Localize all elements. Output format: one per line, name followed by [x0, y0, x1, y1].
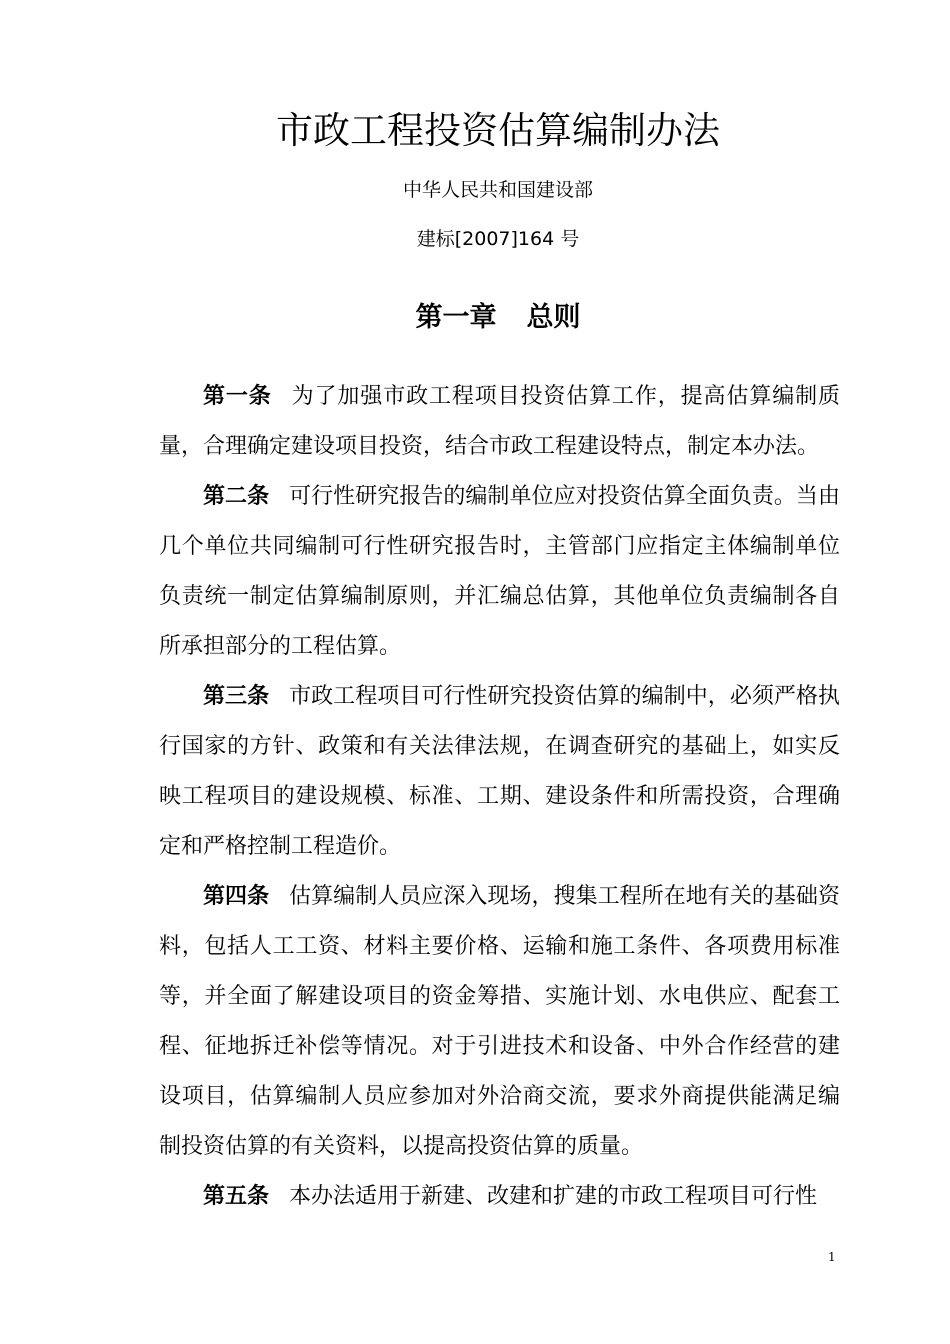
- article-4: [159, 872, 840, 1172]
- page-number: 1: [828, 1250, 836, 1264]
- article-label: 第五条: [203, 1184, 270, 1209]
- article-2: [159, 472, 840, 672]
- chapter-heading: [0, 295, 950, 334]
- article-text: 市政工程项目可行性研究投资估算的编制中，必须严格执行国家的方针、政策和有关法律法规，在调查研究的基础上，如实反映工程项目的建设规模、标准、工期、建设条件和所需投资，合理确定和严格控制工程造价。: [159, 684, 840, 859]
- document-title: 市政工程投资估算编制办法: [276, 109, 720, 152]
- article-text: 为了加强市政工程项目投资估算工作，提高估算编制质量，合理确定建设项目投资，结合市政工程建设特点，制定本办法。: [159, 384, 840, 459]
- article-text: 估算编制人员应深入现场，搜集工程所在地有关的基础资料，包括人工工资、材料主要价格、运输和施工条件、各项费用标准等，并全面了解建设项目的资金筹措、实施计划、水电供应、配套工程、征地拆迁补偿等情况。对于引进技术和设备、中外合作经营的建设项目，估算编制人员应参加对外洽商交流，要求外商提供能满足编制投资估算的有关资料，以提高投资估算的质量。: [159, 884, 840, 1159]
- article-label: 第四条: [203, 884, 270, 909]
- article-1: [159, 372, 840, 472]
- article-text: 可行性研究报告的编制单位应对投资估算全面负责。当由几个单位共同编制可行性研究报告时，主管部门应指定主体编制单位负责统一制定估算编制原则，并汇编总估算，其他单位负责编制各自所承担部分的工程估算。: [159, 484, 840, 659]
- article-label: 第三条: [203, 684, 270, 709]
- chapter-name: 总则: [526, 302, 581, 333]
- document-number: 建标[2007]164 号: [416, 228, 580, 250]
- article-label: 第一条: [203, 384, 272, 409]
- document-body: [159, 372, 840, 1222]
- issuing-authority: 中华人民共和国建设部: [402, 179, 593, 201]
- chapter-number: 第一章: [415, 302, 497, 333]
- article-label: 第二条: [203, 484, 270, 509]
- article-3: [159, 672, 840, 872]
- article-text: 本办法适用于新建、改建和扩建的市政工程项目可行性: [289, 1184, 818, 1209]
- article-5: [159, 1172, 840, 1222]
